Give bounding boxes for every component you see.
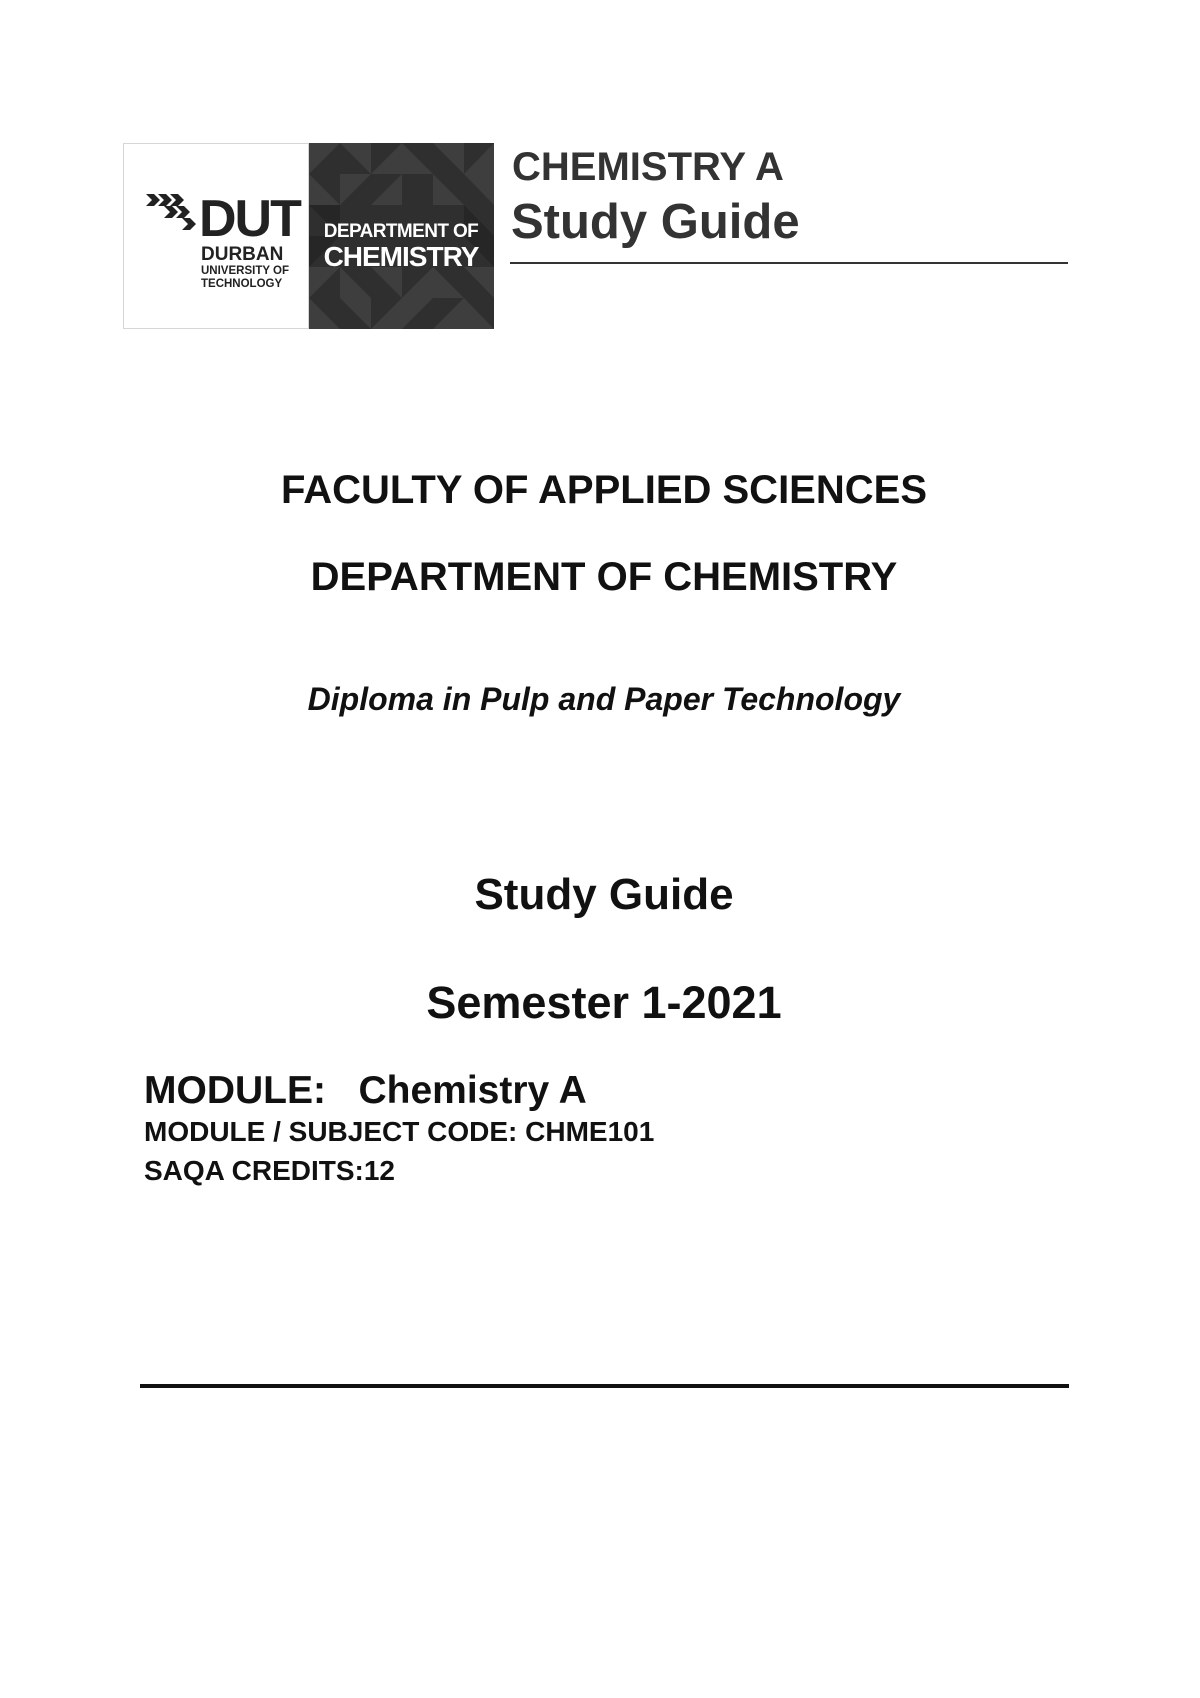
footer-divider bbox=[140, 1384, 1069, 1388]
dut-arrow-icon bbox=[146, 194, 196, 230]
header-divider bbox=[510, 262, 1068, 264]
module-code: MODULE / SUBJECT CODE: CHME101 bbox=[144, 1116, 655, 1147]
semester-title: Semester 1-2021 bbox=[426, 977, 782, 1028]
header-course-title: CHEMISTRY A bbox=[512, 145, 784, 189]
department-logo-panel bbox=[309, 143, 494, 329]
dut-university-line2: UNIVERSITY OF bbox=[201, 265, 289, 277]
header-guide-title: Study Guide bbox=[511, 195, 800, 249]
dut-emblem bbox=[124, 144, 310, 330]
dut-logo-panel bbox=[123, 143, 309, 329]
dut-university-line1: DURBAN bbox=[201, 244, 284, 265]
department-title: DEPARTMENT OF CHEMISTRY bbox=[310, 555, 898, 599]
saqa-credits: SAQA CREDITS:12 bbox=[144, 1155, 396, 1186]
diploma-title: Diploma in Pulp and Paper Technology bbox=[307, 681, 901, 717]
dut-wordmark: DUT bbox=[199, 190, 300, 248]
faculty-title: FACULTY OF APPLIED SCIENCES bbox=[281, 468, 927, 512]
department-pattern bbox=[309, 143, 494, 329]
department-logo-line2: CHEMISTRY bbox=[323, 241, 479, 272]
department-logo-line1: DEPARTMENT OF bbox=[323, 221, 479, 242]
module-name: MODULE: Chemistry A bbox=[144, 1069, 587, 1112]
study-guide-title: Study Guide bbox=[474, 870, 734, 919]
dut-university-line3: TECHNOLOGY bbox=[201, 278, 283, 290]
dut-logo bbox=[123, 143, 494, 329]
